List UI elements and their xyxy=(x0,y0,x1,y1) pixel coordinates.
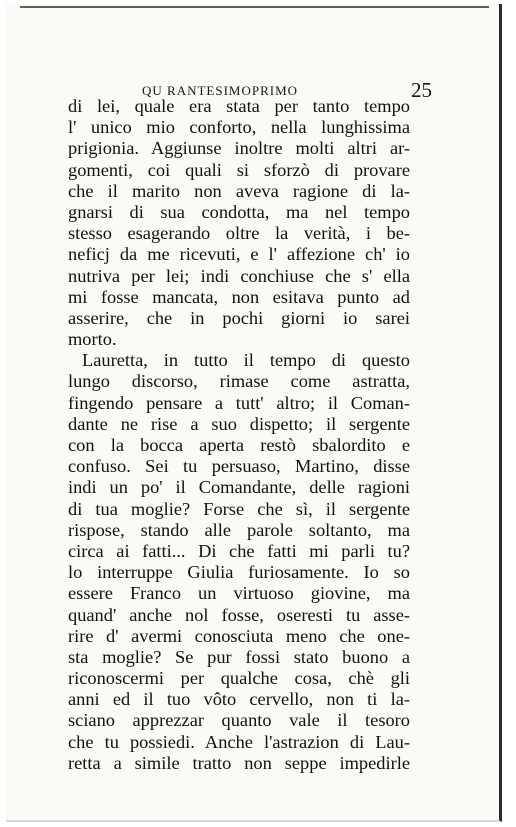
page-top-edge xyxy=(20,6,489,8)
page-number: 25 xyxy=(411,78,432,102)
text-line: che tu possiedi. Anche l'astrazion di Lau- xyxy=(68,731,410,752)
text-line: dante ne rise a suo dispetto; il sergente xyxy=(68,413,410,434)
text-line: lo interruppe Giulia furiosamente. Io so xyxy=(68,562,410,583)
text-line: l' unico mio conforto, nella lunghissima xyxy=(68,117,410,138)
text-line: sciano apprezzar quanto vale il tesoro xyxy=(68,710,410,731)
text-line: prigionia. Aggiunse inoltre molti altri ar- xyxy=(68,138,410,159)
text-line: essere Franco un virtuoso giovine, ma xyxy=(68,583,410,604)
text-line: indi un po' il Comandante, delle ragioni xyxy=(68,477,410,498)
text-line: confuso. Sei tu persuaso, Martino, disse xyxy=(68,456,410,477)
text-line: di tua moglie? Forse che sì, il sergente xyxy=(68,498,410,519)
paragraph-end-line: morto. xyxy=(68,329,117,350)
text-line: rire d' avermi conosciuta meno che one- xyxy=(68,625,410,646)
text-line: circa ai fatti... Di che fatti mi parli tu? xyxy=(68,540,410,561)
paragraph-start-line: Lauretta, in tutto il tempo di questo xyxy=(82,350,410,371)
text-line: rispose, stando alle parole soltanto, ma xyxy=(68,519,410,540)
text-line: neficj da me ricevuti, e l' affezione ch' io xyxy=(68,244,410,265)
book-page xyxy=(6,4,502,822)
text-line: fingendo pensare a tutt' altro; il Coman- xyxy=(68,392,410,413)
text-line: sta moglie? Se pur fossi stato buono a xyxy=(68,646,410,667)
text-line: stesso esagerando oltre la verità, i be- xyxy=(68,223,410,244)
text-line: che il marito non aveva ragione di la- xyxy=(68,180,410,201)
running-head: QU RANTESIMOPRIMO xyxy=(142,83,299,98)
text-line: di lei, quale era stata per tanto tempo xyxy=(68,96,410,116)
text-line: retta a simile tratto non seppe impedirle xyxy=(68,752,410,773)
text-line: lungo discorso, rimase come astratta, xyxy=(68,371,410,392)
body-text xyxy=(68,96,410,774)
text-line: gnarsi di sua condotta, ma nel tempo xyxy=(68,201,410,222)
text-line: asserire, che in pochi giorni io sarei xyxy=(68,307,410,328)
text-line: nutriva per lei; indi conchiuse che s' ella xyxy=(68,265,410,286)
text-line: gomenti, coi quali si sforzò di provare xyxy=(68,159,410,180)
text-line: con la bocca aperta restò sbalordito e xyxy=(68,435,410,455)
text-line: mi fosse mancata, non esitava punto ad xyxy=(68,286,410,307)
text-line: riconoscermi per qualche cosa, chè gli xyxy=(68,668,410,689)
text-line: anni ed il tuo vôto cervello, non ti la- xyxy=(68,689,410,710)
text-line: quand' anche nol fosse, oseresti tu asse- xyxy=(68,604,410,625)
